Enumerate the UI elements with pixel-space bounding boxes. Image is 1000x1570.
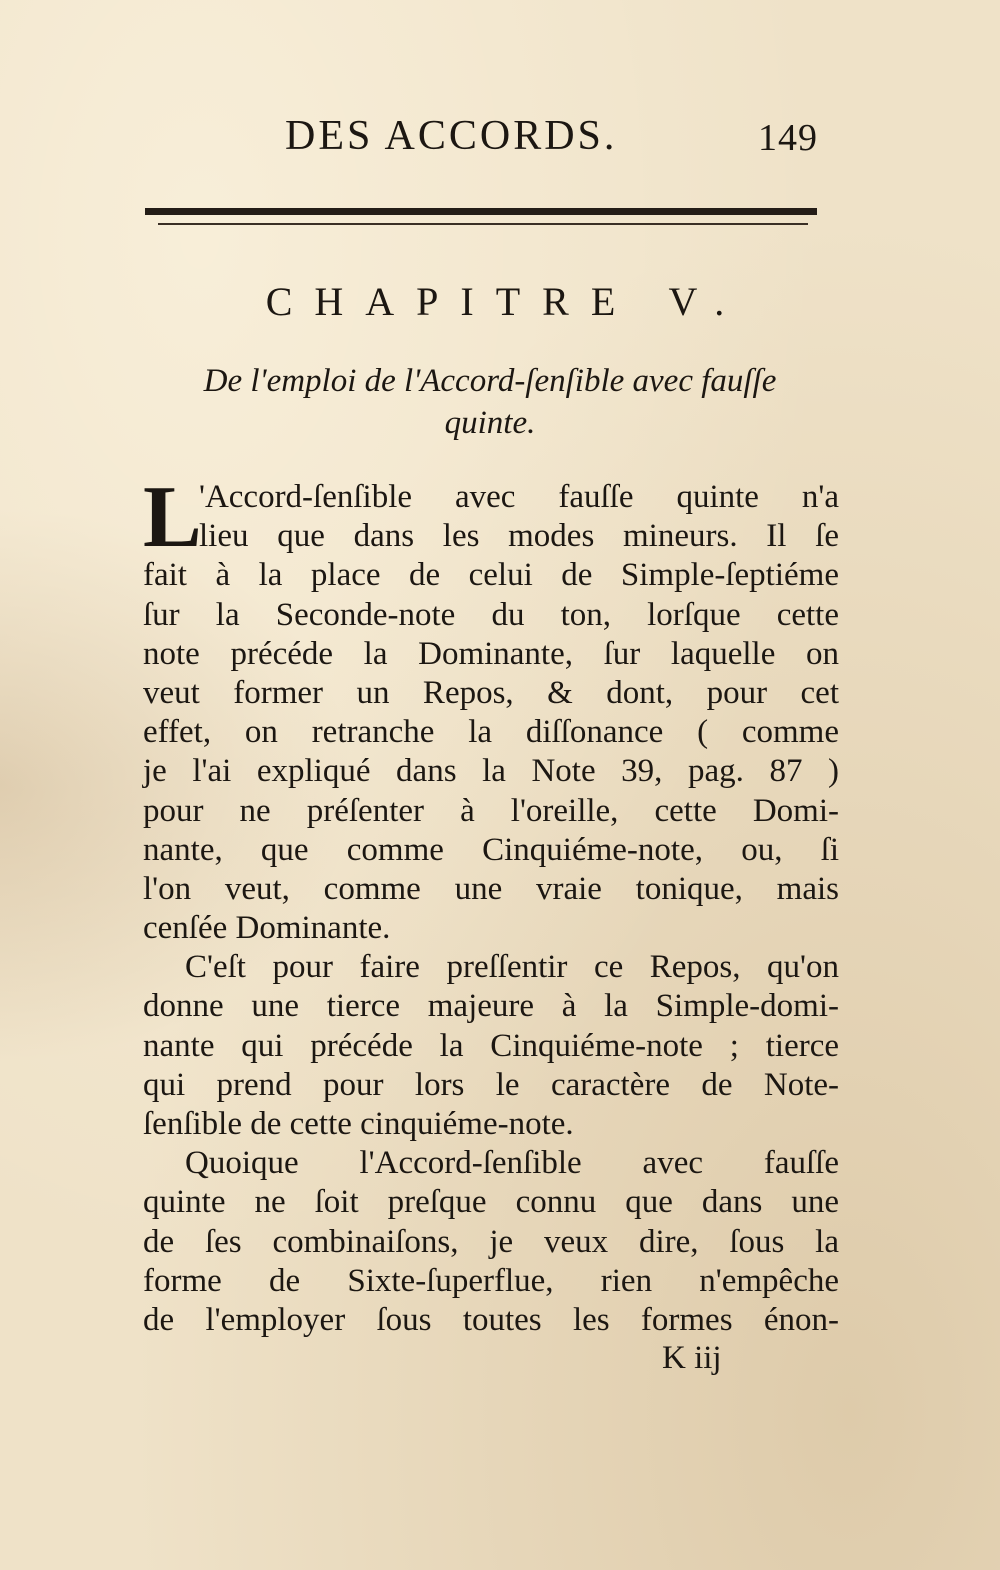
text-line: 'Accord-ſenſible avec fauſſe quinte n'a xyxy=(199,479,839,515)
text-line: effet, on retranche la diſſonance ( comme xyxy=(143,714,839,751)
text-line: forme de Sixte-ſuperflue, rien n'empêche xyxy=(143,1262,839,1299)
paragraph-1 xyxy=(143,469,839,948)
text-line: pour ne préſenter à l'oreille, cette Domi- xyxy=(143,792,839,829)
drop-cap: L xyxy=(143,469,202,566)
text-line: nante qui précéde la Cinquiéme-note ; tierce xyxy=(143,1027,839,1064)
text-line: cenſée Dominante. xyxy=(143,910,391,947)
text-line: Quoique l'Accord-ſenſible avec fauſſe xyxy=(185,1145,839,1182)
chapter-subtitle xyxy=(130,360,850,444)
text-line: ſenſible de cette cinquiéme-note. xyxy=(143,1106,574,1142)
text-line: lieu que dans les modes mineurs. Il ſe xyxy=(199,518,839,555)
text-line: donne une tierce majeure à la Simple-domi- xyxy=(143,988,839,1025)
text-line: je l'ai expliqué dans la Note 39, pag. 87 ) xyxy=(143,753,839,790)
text-line: note précéde la Dominante, ſur laquelle on xyxy=(143,635,839,672)
catchword-signature: K iij xyxy=(662,1340,722,1376)
page-header xyxy=(0,112,1000,172)
chapter-subtitle-line-1: De l'emploi de l'Accord-ſenſible avec fauſſe xyxy=(203,363,777,399)
text-line: fait à la place de celui de Simple-ſeptiéme xyxy=(143,557,839,594)
text-line: de l'employer ſous toutes les formes énon- xyxy=(143,1301,839,1338)
text-line: ſur la Seconde-note du ton, lorſque cette xyxy=(143,596,839,633)
text-line: C'eſt pour faire preſſentir ce Repos, qu'on xyxy=(185,949,839,986)
running-title: DES ACCORDS. xyxy=(285,113,618,159)
paragraph-3 xyxy=(143,1144,839,1340)
text-line: qui prend pour lors le caractère de Note- xyxy=(143,1066,839,1103)
text-line: nante, que comme Cinquiéme-note, ou, ſi xyxy=(143,831,839,868)
chapter-subtitle-line-2: quinte. xyxy=(444,405,536,441)
paragraph-2 xyxy=(143,948,839,1144)
header-rule-thin xyxy=(158,223,808,225)
text-line: de ſes combinaiſons, je veux dire, ſous la xyxy=(143,1223,839,1260)
text-line: quinte ne ſoit preſque connu que dans une xyxy=(143,1184,839,1221)
chapter-heading: CHAPITRE V. xyxy=(265,279,747,324)
text-line: l'on veut, comme une vraie tonique, mais xyxy=(143,870,839,907)
body-text xyxy=(143,469,839,1340)
header-rule-thick xyxy=(145,208,817,215)
page-number: 149 xyxy=(758,117,818,159)
text-line: veut former un Repos, & dont, pour cet xyxy=(143,674,839,711)
